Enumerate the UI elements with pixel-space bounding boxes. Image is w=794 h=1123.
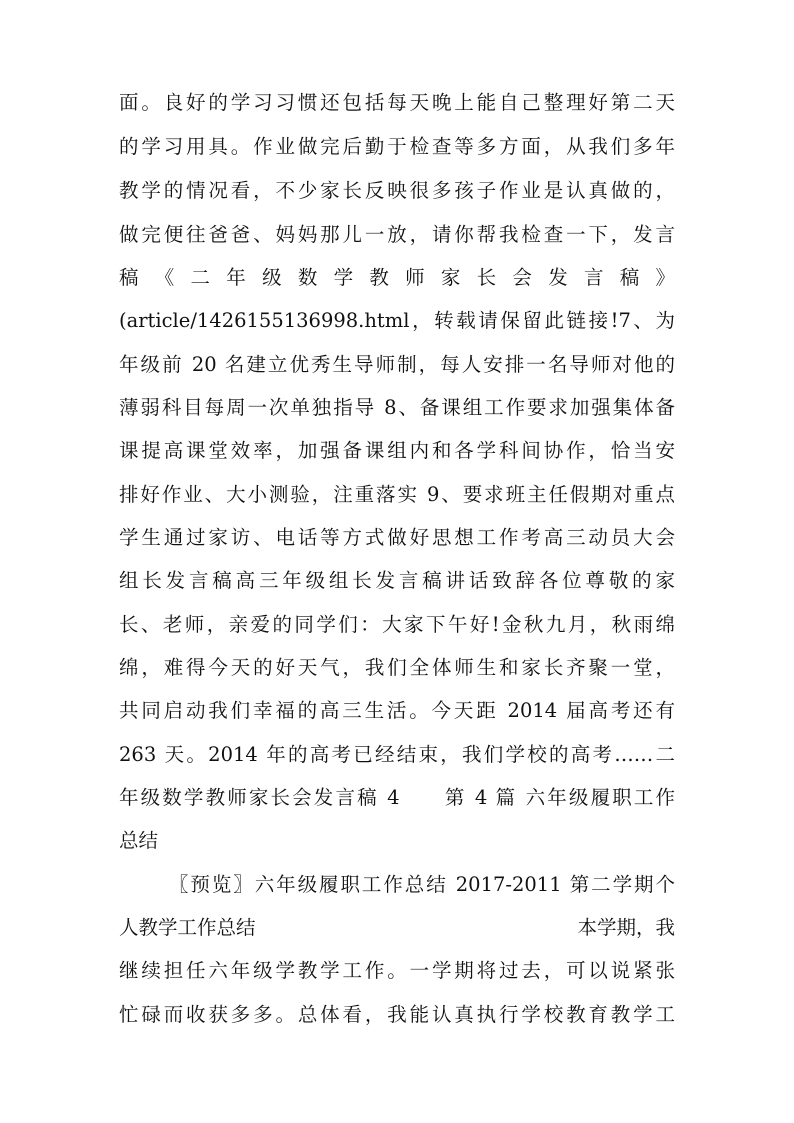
text-line: 的学习用具。作业做完后勤于检查等多方面，从我们多年 — [119, 135, 675, 158]
text-line: 263 天。2014 年的高考已经结束，我们学校的高考……二 — [119, 743, 675, 766]
spread-char: 言 — [583, 266, 604, 289]
text-line: 教学的情况看，不少家长反映很多孩子作业是认真做的， — [119, 179, 675, 202]
text-line: 排好作业、大小测验，注重落实 9、要求班主任假期对重点 — [119, 483, 675, 506]
paragraph-first-line: 〖预览〗六年级履职工作总结 2017-2011 第二学期个 — [169, 873, 675, 896]
spread-char: 《 — [154, 266, 175, 289]
spread-char: 》 — [655, 266, 675, 289]
spread-char: 年 — [226, 266, 246, 289]
text-line: 面。良好的学习习惯还包括每天晚上能自己整理好第二天 — [119, 91, 675, 114]
spread-char: 稿 — [619, 266, 640, 289]
spread-char: 学 — [333, 266, 354, 289]
spread-char: 稿 — [119, 266, 139, 289]
text-line: 长、老师，亲爱的同学们：大家下午好!金秋九月，秋雨绵 — [119, 613, 675, 636]
spread-char: 长 — [476, 266, 497, 289]
text-segment-left: 人教学工作总结 — [119, 916, 256, 939]
text-line: 做完便往爸爸、妈妈那儿一放，请你帮我检查一下，发言 — [119, 223, 675, 246]
text-line-spread — [119, 263, 675, 293]
text-line: 组长发言稿高三年级组长发言稿讲话致辞各位尊敬的家 — [119, 569, 675, 592]
spread-char: 教 — [369, 266, 389, 289]
text-line: 课提高课堂效率，加强备课组内和各学科间协作，恰当安 — [119, 439, 675, 462]
text-line: 绵，难得今天的好天气，我们全体师生和家长齐聚一堂， — [119, 656, 675, 679]
spread-char: 级 — [262, 266, 282, 289]
text-line: 总结 — [119, 829, 159, 852]
text-line: 薄弱科目每周一次单独指导 8、备课组工作要求加强集体备 — [119, 396, 675, 419]
text-line: 继续担任六年级学教学工作。一学期将过去，可以说紧张 — [119, 959, 675, 982]
text-line: 年级前 20 名建立优秀生导师制，每人安排一名导师对他的 — [119, 353, 675, 376]
text-line: 共同启动我们幸福的高三生活。今天距 2014 届高考还有 — [119, 699, 675, 722]
text-segment-right: 本学期，我 — [577, 916, 675, 939]
text-line: 学生通过家访、电话等方式做好思想工作考高三动员大会 — [119, 526, 675, 549]
text-line: 年级数学教师家长会发言稿 4 第 4 篇 六年级履职工作 — [119, 786, 675, 809]
spread-char: 师 — [405, 266, 425, 289]
spread-char: 二 — [190, 266, 211, 289]
text-line: (article/1426155136998.html，转载请保留此链接!7、为 — [119, 309, 675, 332]
text-line: 忙碌而收获多多。总体看，我能认真执行学校教育教学工 — [119, 1003, 675, 1026]
text-line-split — [119, 913, 675, 943]
spread-char: 会 — [512, 266, 532, 289]
spread-char: 发 — [548, 266, 568, 289]
spread-char: 家 — [440, 266, 461, 289]
spread-char: 数 — [297, 266, 318, 289]
